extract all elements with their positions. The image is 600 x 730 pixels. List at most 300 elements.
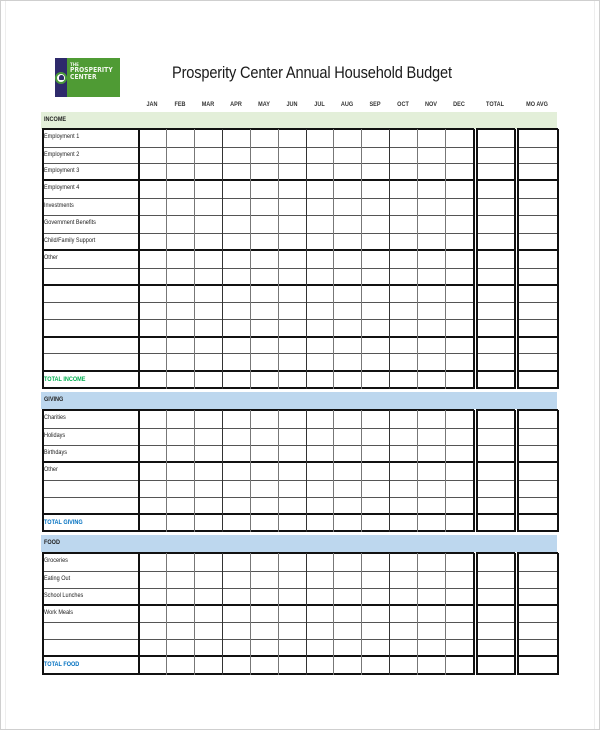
income-row-other-cell-total[interactable]	[478, 252, 513, 267]
food-row-eating-out-cell-feb[interactable]	[168, 573, 193, 587]
giving-row-blank-cell-may[interactable]	[252, 499, 277, 513]
food-row-blank-cell-jan[interactable]	[140, 641, 165, 655]
giving-row-blank-cell-dec[interactable]	[447, 499, 472, 513]
giving-row-blank-cell-apr[interactable]	[224, 499, 249, 513]
income-row-employment-2-cell-jan[interactable]	[140, 149, 165, 162]
income-row-employment-3-cell-mar[interactable]	[196, 165, 221, 179]
food-row-eating-out-cell-may[interactable]	[252, 573, 277, 587]
food-row-work-meals-cell-mar[interactable]	[196, 607, 221, 621]
food-row-school-lunches-cell-jul[interactable]	[308, 590, 332, 604]
income-row-child-family-support-cell-dec[interactable]	[447, 235, 472, 249]
income-row-other-cell-mar[interactable]	[196, 252, 221, 267]
income-row-investments-cell-jan[interactable]	[140, 200, 165, 214]
income-row-other-cell-sep[interactable]	[363, 252, 388, 267]
income-row-blank-cell-total[interactable]	[478, 304, 513, 318]
food-total-row-cell-sep[interactable]	[363, 658, 388, 673]
income-row-employment-3-cell-apr[interactable]	[224, 165, 249, 179]
giving-row-other-cell-may[interactable]	[252, 464, 277, 479]
income-row-investments-cell-jun[interactable]	[280, 200, 305, 214]
giving-row-charities-cell-apr[interactable]	[224, 412, 249, 427]
food-row-blank-cell-dec[interactable]	[447, 641, 472, 655]
food-row-blank-cell-mar[interactable]	[196, 624, 221, 638]
income-row-employment-2-cell-dec[interactable]	[447, 149, 472, 162]
food-row-blank-cell-oct[interactable]	[391, 624, 416, 638]
income-row-blank-cell-apr[interactable]	[224, 321, 249, 336]
income-row-employment-2-cell-total[interactable]	[478, 149, 513, 162]
food-row-work-meals-cell-mo-avg[interactable]	[519, 607, 556, 621]
income-row-blank-cell-feb[interactable]	[168, 321, 193, 336]
giving-row-other-cell-apr[interactable]	[224, 464, 249, 479]
income-row-other-cell-feb[interactable]	[168, 252, 193, 267]
income-row-blank-cell-jul[interactable]	[308, 304, 332, 318]
income-row-other-cell-jul[interactable]	[308, 252, 332, 267]
giving-row-holidays-cell-jul[interactable]	[308, 430, 332, 444]
food-total-row-cell-aug[interactable]	[335, 658, 360, 673]
income-row-employment-4-cell-jul[interactable]	[308, 182, 332, 197]
income-row-blank-cell-mo-avg[interactable]	[519, 321, 556, 336]
income-row-blank-cell-mar[interactable]	[196, 304, 221, 318]
income-row-blank-cell-mar[interactable]	[196, 355, 221, 370]
income-row-blank-cell-feb[interactable]	[168, 304, 193, 318]
giving-row-charities-cell-jun[interactable]	[280, 412, 305, 427]
food-row-eating-out-cell-mar[interactable]	[196, 573, 221, 587]
giving-row-blank-cell-sep[interactable]	[363, 482, 388, 496]
income-row-employment-4-cell-mar[interactable]	[196, 182, 221, 197]
food-row-blank-cell-mar[interactable]	[196, 641, 221, 655]
income-row-blank-cell-apr[interactable]	[224, 339, 249, 352]
income-row-child-family-support-cell-mo-avg[interactable]	[519, 235, 556, 249]
income-row-government-benefits-cell-mar[interactable]	[196, 217, 221, 232]
food-row-groceries-cell-aug[interactable]	[335, 555, 360, 570]
income-row-employment-4-cell-oct[interactable]	[391, 182, 416, 197]
food-row-groceries-cell-mar[interactable]	[196, 555, 221, 570]
food-row-work-meals-cell-nov[interactable]	[419, 607, 444, 621]
giving-row-holidays-cell-jun[interactable]	[280, 430, 305, 444]
giving-row-holidays-cell-aug[interactable]	[335, 430, 360, 444]
giving-row-blank-cell-nov[interactable]	[419, 499, 444, 513]
income-row-government-benefits-cell-jul[interactable]	[308, 217, 332, 232]
income-row-other-cell-dec[interactable]	[447, 252, 472, 267]
income-row-employment-2-cell-aug[interactable]	[335, 149, 360, 162]
income-row-investments-cell-oct[interactable]	[391, 200, 416, 214]
food-row-work-meals-cell-jan[interactable]	[140, 607, 165, 621]
income-row-blank-cell-jul[interactable]	[308, 270, 332, 284]
income-row-blank-cell-dec[interactable]	[447, 339, 472, 352]
income-row-blank-cell-total[interactable]	[478, 287, 513, 301]
income-row-employment-1-cell-sep[interactable]	[363, 131, 388, 146]
food-total-row-cell-may[interactable]	[252, 658, 277, 673]
food-row-work-meals-cell-total[interactable]	[478, 607, 513, 621]
income-row-government-benefits-cell-may[interactable]	[252, 217, 277, 232]
income-row-blank-cell-jan[interactable]	[140, 339, 165, 352]
food-total-row-cell-jan[interactable]	[140, 658, 165, 673]
giving-row-birthdays-cell-sep[interactable]	[363, 447, 388, 461]
income-row-blank-cell-feb[interactable]	[168, 287, 193, 301]
giving-row-birthdays-cell-jul[interactable]	[308, 447, 332, 461]
income-row-employment-2-cell-jul[interactable]	[308, 149, 332, 162]
income-row-employment-1-cell-jan[interactable]	[140, 131, 165, 146]
income-row-blank-cell-jul[interactable]	[308, 287, 332, 301]
income-row-other-cell-jan[interactable]	[140, 252, 165, 267]
income-row-blank-cell-apr[interactable]	[224, 287, 249, 301]
income-total-row-cell-jun[interactable]	[280, 373, 305, 387]
income-row-other-cell-aug[interactable]	[335, 252, 360, 267]
food-total-row-cell-apr[interactable]	[224, 658, 249, 673]
giving-row-charities-cell-jan[interactable]	[140, 412, 165, 427]
income-row-blank-cell-sep[interactable]	[363, 321, 388, 336]
income-row-blank-cell-jan[interactable]	[140, 304, 165, 318]
income-row-blank-cell-aug[interactable]	[335, 270, 360, 284]
food-row-work-meals-cell-may[interactable]	[252, 607, 277, 621]
food-row-work-meals-cell-jul[interactable]	[308, 607, 332, 621]
giving-row-charities-cell-sep[interactable]	[363, 412, 388, 427]
income-row-employment-2-cell-feb[interactable]	[168, 149, 193, 162]
income-row-child-family-support-cell-oct[interactable]	[391, 235, 416, 249]
food-row-school-lunches-cell-aug[interactable]	[335, 590, 360, 604]
income-row-blank-cell-oct[interactable]	[391, 321, 416, 336]
income-row-child-family-support-cell-may[interactable]	[252, 235, 277, 249]
income-row-blank-cell-total[interactable]	[478, 355, 513, 370]
income-row-employment-2-cell-mo-avg[interactable]	[519, 149, 556, 162]
food-row-eating-out-cell-dec[interactable]	[447, 573, 472, 587]
food-row-eating-out-cell-total[interactable]	[478, 573, 513, 587]
income-row-blank-cell-sep[interactable]	[363, 339, 388, 352]
giving-row-birthdays-cell-dec[interactable]	[447, 447, 472, 461]
income-row-blank-cell-dec[interactable]	[447, 270, 472, 284]
income-row-blank-cell-may[interactable]	[252, 339, 277, 352]
giving-row-other-cell-nov[interactable]	[419, 464, 444, 479]
giving-row-blank-cell-total[interactable]	[478, 482, 513, 496]
income-row-employment-3-cell-oct[interactable]	[391, 165, 416, 179]
giving-total-row-cell-nov[interactable]	[419, 516, 444, 530]
income-row-employment-1-cell-total[interactable]	[478, 131, 513, 146]
income-row-employment-1-cell-feb[interactable]	[168, 131, 193, 146]
giving-row-blank-cell-may[interactable]	[252, 482, 277, 496]
food-row-blank-cell-may[interactable]	[252, 624, 277, 638]
income-row-child-family-support-cell-mar[interactable]	[196, 235, 221, 249]
food-row-work-meals-cell-oct[interactable]	[391, 607, 416, 621]
income-row-employment-2-cell-oct[interactable]	[391, 149, 416, 162]
food-row-school-lunches-cell-oct[interactable]	[391, 590, 416, 604]
giving-row-blank-cell-aug[interactable]	[335, 482, 360, 496]
giving-row-birthdays-cell-aug[interactable]	[335, 447, 360, 461]
food-row-groceries-cell-apr[interactable]	[224, 555, 249, 570]
income-row-employment-4-cell-jun[interactable]	[280, 182, 305, 197]
income-row-blank-cell-nov[interactable]	[419, 355, 444, 370]
giving-row-birthdays-cell-oct[interactable]	[391, 447, 416, 461]
giving-row-holidays-cell-nov[interactable]	[419, 430, 444, 444]
food-row-blank-cell-jun[interactable]	[280, 624, 305, 638]
income-row-other-cell-nov[interactable]	[419, 252, 444, 267]
income-row-investments-cell-mar[interactable]	[196, 200, 221, 214]
income-total-row-cell-mo-avg[interactable]	[519, 373, 556, 387]
income-row-investments-cell-jul[interactable]	[308, 200, 332, 214]
giving-row-other-cell-jul[interactable]	[308, 464, 332, 479]
giving-row-holidays-cell-mar[interactable]	[196, 430, 221, 444]
giving-row-blank-cell-mo-avg[interactable]	[519, 482, 556, 496]
income-row-blank-cell-jun[interactable]	[280, 355, 305, 370]
giving-row-birthdays-cell-jun[interactable]	[280, 447, 305, 461]
income-row-blank-cell-may[interactable]	[252, 355, 277, 370]
income-row-employment-1-cell-mar[interactable]	[196, 131, 221, 146]
income-row-blank-cell-dec[interactable]	[447, 355, 472, 370]
giving-row-holidays-cell-dec[interactable]	[447, 430, 472, 444]
food-row-blank-cell-mo-avg[interactable]	[519, 624, 556, 638]
food-row-blank-cell-apr[interactable]	[224, 641, 249, 655]
income-row-child-family-support-cell-nov[interactable]	[419, 235, 444, 249]
giving-row-charities-cell-aug[interactable]	[335, 412, 360, 427]
income-row-other-cell-mo-avg[interactable]	[519, 252, 556, 267]
income-row-child-family-support-cell-jan[interactable]	[140, 235, 165, 249]
food-row-groceries-cell-jan[interactable]	[140, 555, 165, 570]
giving-row-blank-cell-oct[interactable]	[391, 499, 416, 513]
income-row-employment-3-cell-sep[interactable]	[363, 165, 388, 179]
income-row-blank-cell-jun[interactable]	[280, 304, 305, 318]
income-row-employment-2-cell-jun[interactable]	[280, 149, 305, 162]
giving-total-row-cell-aug[interactable]	[335, 516, 360, 530]
income-row-blank-cell-may[interactable]	[252, 270, 277, 284]
income-row-employment-3-cell-feb[interactable]	[168, 165, 193, 179]
giving-total-row-cell-mar[interactable]	[196, 516, 221, 530]
income-row-blank-cell-feb[interactable]	[168, 339, 193, 352]
income-row-blank-cell-total[interactable]	[478, 339, 513, 352]
income-row-employment-3-cell-nov[interactable]	[419, 165, 444, 179]
food-row-work-meals-cell-sep[interactable]	[363, 607, 388, 621]
giving-total-row-cell-apr[interactable]	[224, 516, 249, 530]
food-row-eating-out-cell-nov[interactable]	[419, 573, 444, 587]
income-row-government-benefits-cell-oct[interactable]	[391, 217, 416, 232]
giving-total-row-cell-sep[interactable]	[363, 516, 388, 530]
food-row-blank-cell-feb[interactable]	[168, 624, 193, 638]
income-row-government-benefits-cell-mo-avg[interactable]	[519, 217, 556, 232]
food-row-groceries-cell-jun[interactable]	[280, 555, 305, 570]
giving-total-row-cell-jan[interactable]	[140, 516, 165, 530]
income-row-blank-cell-jun[interactable]	[280, 270, 305, 284]
giving-row-charities-cell-nov[interactable]	[419, 412, 444, 427]
income-row-blank-cell-aug[interactable]	[335, 287, 360, 301]
food-row-groceries-cell-mo-avg[interactable]	[519, 555, 556, 570]
food-row-blank-cell-may[interactable]	[252, 641, 277, 655]
income-row-blank-cell-mo-avg[interactable]	[519, 355, 556, 370]
income-row-blank-cell-apr[interactable]	[224, 355, 249, 370]
food-row-blank-cell-dec[interactable]	[447, 624, 472, 638]
giving-row-blank-cell-sep[interactable]	[363, 499, 388, 513]
income-row-blank-cell-sep[interactable]	[363, 304, 388, 318]
income-row-blank-cell-nov[interactable]	[419, 321, 444, 336]
giving-total-row-cell-total[interactable]	[478, 516, 513, 530]
food-row-school-lunches-cell-nov[interactable]	[419, 590, 444, 604]
income-row-blank-cell-feb[interactable]	[168, 355, 193, 370]
giving-row-blank-cell-mo-avg[interactable]	[519, 499, 556, 513]
giving-row-blank-cell-aug[interactable]	[335, 499, 360, 513]
income-row-blank-cell-sep[interactable]	[363, 287, 388, 301]
giving-row-holidays-cell-sep[interactable]	[363, 430, 388, 444]
income-row-blank-cell-oct[interactable]	[391, 304, 416, 318]
income-row-other-cell-apr[interactable]	[224, 252, 249, 267]
income-row-blank-cell-aug[interactable]	[335, 339, 360, 352]
income-row-blank-cell-mar[interactable]	[196, 287, 221, 301]
food-total-row-cell-oct[interactable]	[391, 658, 416, 673]
food-total-row-cell-jul[interactable]	[308, 658, 332, 673]
food-row-eating-out-cell-aug[interactable]	[335, 573, 360, 587]
income-row-blank-cell-jun[interactable]	[280, 287, 305, 301]
giving-row-blank-cell-jul[interactable]	[308, 482, 332, 496]
food-row-school-lunches-cell-mo-avg[interactable]	[519, 590, 556, 604]
food-row-blank-cell-feb[interactable]	[168, 641, 193, 655]
income-row-investments-cell-mo-avg[interactable]	[519, 200, 556, 214]
giving-row-charities-cell-mo-avg[interactable]	[519, 412, 556, 427]
income-row-employment-1-cell-dec[interactable]	[447, 131, 472, 146]
income-row-employment-1-cell-aug[interactable]	[335, 131, 360, 146]
income-row-blank-cell-jul[interactable]	[308, 355, 332, 370]
income-total-row-cell-may[interactable]	[252, 373, 277, 387]
giving-row-other-cell-mar[interactable]	[196, 464, 221, 479]
income-row-employment-4-cell-nov[interactable]	[419, 182, 444, 197]
food-row-work-meals-cell-dec[interactable]	[447, 607, 472, 621]
income-row-employment-1-cell-apr[interactable]	[224, 131, 249, 146]
income-row-investments-cell-may[interactable]	[252, 200, 277, 214]
giving-row-blank-cell-jan[interactable]	[140, 482, 165, 496]
income-row-blank-cell-oct[interactable]	[391, 339, 416, 352]
income-row-other-cell-jun[interactable]	[280, 252, 305, 267]
food-row-school-lunches-cell-mar[interactable]	[196, 590, 221, 604]
income-row-blank-cell-may[interactable]	[252, 287, 277, 301]
income-total-row-cell-jan[interactable]	[140, 373, 165, 387]
income-row-employment-3-cell-mo-avg[interactable]	[519, 165, 556, 179]
giving-row-holidays-cell-jan[interactable]	[140, 430, 165, 444]
giving-row-birthdays-cell-apr[interactable]	[224, 447, 249, 461]
food-row-school-lunches-cell-dec[interactable]	[447, 590, 472, 604]
income-row-employment-3-cell-may[interactable]	[252, 165, 277, 179]
income-row-child-family-support-cell-feb[interactable]	[168, 235, 193, 249]
giving-row-birthdays-cell-total[interactable]	[478, 447, 513, 461]
food-total-row-cell-nov[interactable]	[419, 658, 444, 673]
food-total-row-cell-mar[interactable]	[196, 658, 221, 673]
food-row-work-meals-cell-feb[interactable]	[168, 607, 193, 621]
giving-row-birthdays-cell-mar[interactable]	[196, 447, 221, 461]
income-row-blank-cell-may[interactable]	[252, 321, 277, 336]
income-row-child-family-support-cell-sep[interactable]	[363, 235, 388, 249]
income-row-investments-cell-feb[interactable]	[168, 200, 193, 214]
food-total-row-cell-feb[interactable]	[168, 658, 193, 673]
income-row-employment-2-cell-may[interactable]	[252, 149, 277, 162]
income-row-blank-cell-aug[interactable]	[335, 321, 360, 336]
food-row-eating-out-cell-sep[interactable]	[363, 573, 388, 587]
income-row-government-benefits-cell-nov[interactable]	[419, 217, 444, 232]
income-row-blank-cell-jun[interactable]	[280, 321, 305, 336]
income-row-blank-cell-mo-avg[interactable]	[519, 339, 556, 352]
giving-row-charities-cell-total[interactable]	[478, 412, 513, 427]
income-row-blank-cell-dec[interactable]	[447, 321, 472, 336]
giving-row-birthdays-cell-nov[interactable]	[419, 447, 444, 461]
food-row-blank-cell-apr[interactable]	[224, 624, 249, 638]
food-row-work-meals-cell-aug[interactable]	[335, 607, 360, 621]
giving-row-blank-cell-oct[interactable]	[391, 482, 416, 496]
income-row-other-cell-oct[interactable]	[391, 252, 416, 267]
income-row-employment-1-cell-jul[interactable]	[308, 131, 332, 146]
income-row-blank-cell-jun[interactable]	[280, 339, 305, 352]
food-row-eating-out-cell-oct[interactable]	[391, 573, 416, 587]
income-row-employment-4-cell-feb[interactable]	[168, 182, 193, 197]
income-row-employment-2-cell-mar[interactable]	[196, 149, 221, 162]
income-row-blank-cell-oct[interactable]	[391, 355, 416, 370]
food-row-school-lunches-cell-jun[interactable]	[280, 590, 305, 604]
giving-row-blank-cell-jan[interactable]	[140, 499, 165, 513]
income-row-blank-cell-mo-avg[interactable]	[519, 304, 556, 318]
income-row-employment-3-cell-aug[interactable]	[335, 165, 360, 179]
giving-row-charities-cell-oct[interactable]	[391, 412, 416, 427]
income-row-government-benefits-cell-total[interactable]	[478, 217, 513, 232]
income-row-blank-cell-oct[interactable]	[391, 287, 416, 301]
food-row-school-lunches-cell-sep[interactable]	[363, 590, 388, 604]
income-row-blank-cell-jul[interactable]	[308, 321, 332, 336]
income-row-blank-cell-may[interactable]	[252, 304, 277, 318]
giving-row-birthdays-cell-mo-avg[interactable]	[519, 447, 556, 461]
income-row-blank-cell-mar[interactable]	[196, 321, 221, 336]
giving-row-birthdays-cell-feb[interactable]	[168, 447, 193, 461]
income-row-blank-cell-jan[interactable]	[140, 321, 165, 336]
income-row-government-benefits-cell-aug[interactable]	[335, 217, 360, 232]
income-row-employment-1-cell-jun[interactable]	[280, 131, 305, 146]
income-row-blank-cell-apr[interactable]	[224, 304, 249, 318]
income-row-blank-cell-mar[interactable]	[196, 270, 221, 284]
income-row-blank-cell-aug[interactable]	[335, 304, 360, 318]
giving-row-blank-cell-jun[interactable]	[280, 499, 305, 513]
giving-row-blank-cell-jun[interactable]	[280, 482, 305, 496]
food-row-groceries-cell-sep[interactable]	[363, 555, 388, 570]
food-row-blank-cell-nov[interactable]	[419, 641, 444, 655]
income-row-blank-cell-jan[interactable]	[140, 270, 165, 284]
giving-total-row-cell-feb[interactable]	[168, 516, 193, 530]
food-row-blank-cell-jan[interactable]	[140, 624, 165, 638]
income-row-employment-4-cell-may[interactable]	[252, 182, 277, 197]
income-row-blank-cell-nov[interactable]	[419, 339, 444, 352]
income-row-employment-4-cell-jan[interactable]	[140, 182, 165, 197]
food-row-blank-cell-jul[interactable]	[308, 641, 332, 655]
giving-row-blank-cell-mar[interactable]	[196, 499, 221, 513]
giving-total-row-cell-oct[interactable]	[391, 516, 416, 530]
income-row-blank-cell-dec[interactable]	[447, 304, 472, 318]
giving-row-holidays-cell-apr[interactable]	[224, 430, 249, 444]
income-row-employment-1-cell-nov[interactable]	[419, 131, 444, 146]
food-row-school-lunches-cell-total[interactable]	[478, 590, 513, 604]
food-row-blank-cell-jun[interactable]	[280, 641, 305, 655]
income-row-government-benefits-cell-jun[interactable]	[280, 217, 305, 232]
income-row-blank-cell-nov[interactable]	[419, 304, 444, 318]
giving-row-other-cell-jan[interactable]	[140, 464, 165, 479]
food-row-school-lunches-cell-feb[interactable]	[168, 590, 193, 604]
income-row-blank-cell-jan[interactable]	[140, 355, 165, 370]
giving-row-birthdays-cell-may[interactable]	[252, 447, 277, 461]
income-total-row-cell-nov[interactable]	[419, 373, 444, 387]
income-row-employment-3-cell-jan[interactable]	[140, 165, 165, 179]
food-row-groceries-cell-total[interactable]	[478, 555, 513, 570]
food-row-blank-cell-total[interactable]	[478, 624, 513, 638]
giving-row-charities-cell-feb[interactable]	[168, 412, 193, 427]
income-total-row-cell-jul[interactable]	[308, 373, 332, 387]
food-row-blank-cell-oct[interactable]	[391, 641, 416, 655]
income-row-employment-4-cell-total[interactable]	[478, 182, 513, 197]
income-row-blank-cell-mo-avg[interactable]	[519, 270, 556, 284]
food-row-blank-cell-nov[interactable]	[419, 624, 444, 638]
giving-row-charities-cell-dec[interactable]	[447, 412, 472, 427]
giving-row-blank-cell-feb[interactable]	[168, 499, 193, 513]
giving-row-blank-cell-nov[interactable]	[419, 482, 444, 496]
food-row-eating-out-cell-apr[interactable]	[224, 573, 249, 587]
income-row-employment-1-cell-may[interactable]	[252, 131, 277, 146]
income-row-other-cell-may[interactable]	[252, 252, 277, 267]
income-row-investments-cell-total[interactable]	[478, 200, 513, 214]
